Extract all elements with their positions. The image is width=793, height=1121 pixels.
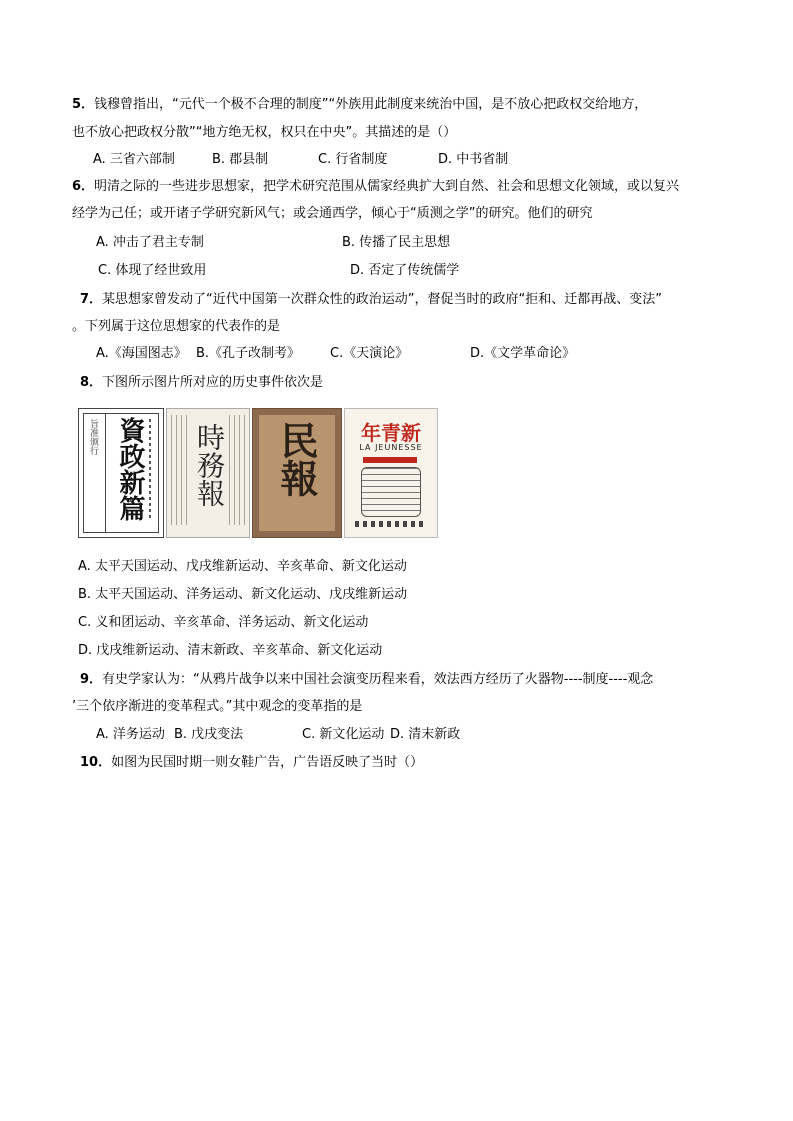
q9-option-c[interactable]: C. 新文化运动 xyxy=(302,727,385,742)
img2-title: 時務報 xyxy=(193,423,226,507)
img1-title: 資政新篇 xyxy=(115,417,145,521)
q7-option-a[interactable]: A.《海国图志》 xyxy=(96,346,187,361)
q8-number: 8． xyxy=(80,375,103,390)
q7-option-c[interactable]: C.《天演论》 xyxy=(330,346,409,361)
q5-line1: 5．钱穆曾指出，“元代一个极不合理的制度”“外族用此制度来统治中国，是不放心把政权交给地方， xyxy=(72,97,648,112)
img3-title: 民報 xyxy=(274,421,319,497)
q7-option-b[interactable]: B.《孔子改制考》 xyxy=(196,346,301,361)
q8-line1: 8．下图所示图片所对应的历史事件依次是 xyxy=(80,375,324,390)
q5-number: 5． xyxy=(72,97,95,112)
image-min-bao xyxy=(252,408,342,538)
q5-option-b[interactable]: B. 郡县制 xyxy=(212,152,269,167)
q6-option-d[interactable]: D. 否定了传统儒学 xyxy=(350,263,460,278)
q5-option-d[interactable]: D. 中书省制 xyxy=(438,152,509,167)
image-shiwu-bao xyxy=(166,408,250,538)
q6-option-a[interactable]: A. 冲击了君主专制 xyxy=(96,235,204,250)
q6-line1: 6．明清之际的一些进步思想家，把学术研究范围从儒家经典扩大到自然、社会和思想文化领域，或以复兴 xyxy=(72,179,680,194)
q5-option-a[interactable]: A. 三省六部制 xyxy=(93,152,175,167)
q6-option-c[interactable]: C. 体现了经世致用 xyxy=(98,263,207,278)
q8-option-d[interactable]: D. 戊戌维新运动、清末新政、辛亥革命、新文化运动 xyxy=(78,643,383,658)
q7-option-d[interactable]: D.《文学革命论》 xyxy=(470,346,576,361)
q6-number: 6． xyxy=(72,179,95,194)
q8-option-b[interactable]: B. 太平天国运动、洋务运动、新文化运动、戊戌维新运动 xyxy=(78,587,408,602)
q8-option-c[interactable]: C. 义和团运动、辛亥革命、洋务运动、新文化运动 xyxy=(78,615,369,630)
q6-line2: 经学为己任；或开诸子学研究新风气；或会通西学，倾心于“质测之学”的研究。他们的研究 xyxy=(72,206,593,221)
img1-side-text: 旨准颁行 xyxy=(88,419,98,455)
img4-subtitle: LA JEUNESSE xyxy=(359,443,423,452)
image-zizheng-xinpian xyxy=(78,408,164,538)
q9-option-a[interactable]: A. 洋务运动 xyxy=(96,727,165,742)
q5-option-c[interactable]: C. 行省制度 xyxy=(318,152,388,167)
q9-option-b[interactable]: B. 戊戌变法 xyxy=(174,727,244,742)
q9-option-d[interactable]: D. 清末新政 xyxy=(390,727,461,742)
q8-option-a[interactable]: A. 太平天国运动、戊戌维新运动、辛亥革命、新文化运动 xyxy=(78,559,407,574)
q10-line1: 10．如图为民国时期一则女鞋广告，广告语反映了当时（） xyxy=(80,755,424,770)
q9-number: 9． xyxy=(80,672,103,687)
q6-option-b[interactable]: B. 传播了民主思想 xyxy=(342,235,451,250)
q9-line2: ’三个依序渐进的变革程式。”其中观念的变革指的是 xyxy=(72,699,363,714)
q7-line2: 。下列属于这位思想家的代表作的是 xyxy=(72,319,281,334)
q9-line1: 9．有史学家认为：“从鸦片战争以来中国社会演变历程来看，效法西方经历了火器物----制度----观念 xyxy=(80,672,654,687)
q7-number: 7． xyxy=(80,292,103,307)
q10-number: 10． xyxy=(80,755,112,770)
image-xin-qingnian xyxy=(344,408,438,538)
q7-line1: 7．某思想家曾发动了“近代中国第一次群众性的政治运动”，督促当时的政府“拒和、迁都再战、变法” xyxy=(80,292,662,307)
img4-title: 新青年 xyxy=(361,421,421,445)
q5-line2: 也不放心把政权分散”“地方绝无权，权只在中央”。其描述的是（） xyxy=(72,125,457,140)
